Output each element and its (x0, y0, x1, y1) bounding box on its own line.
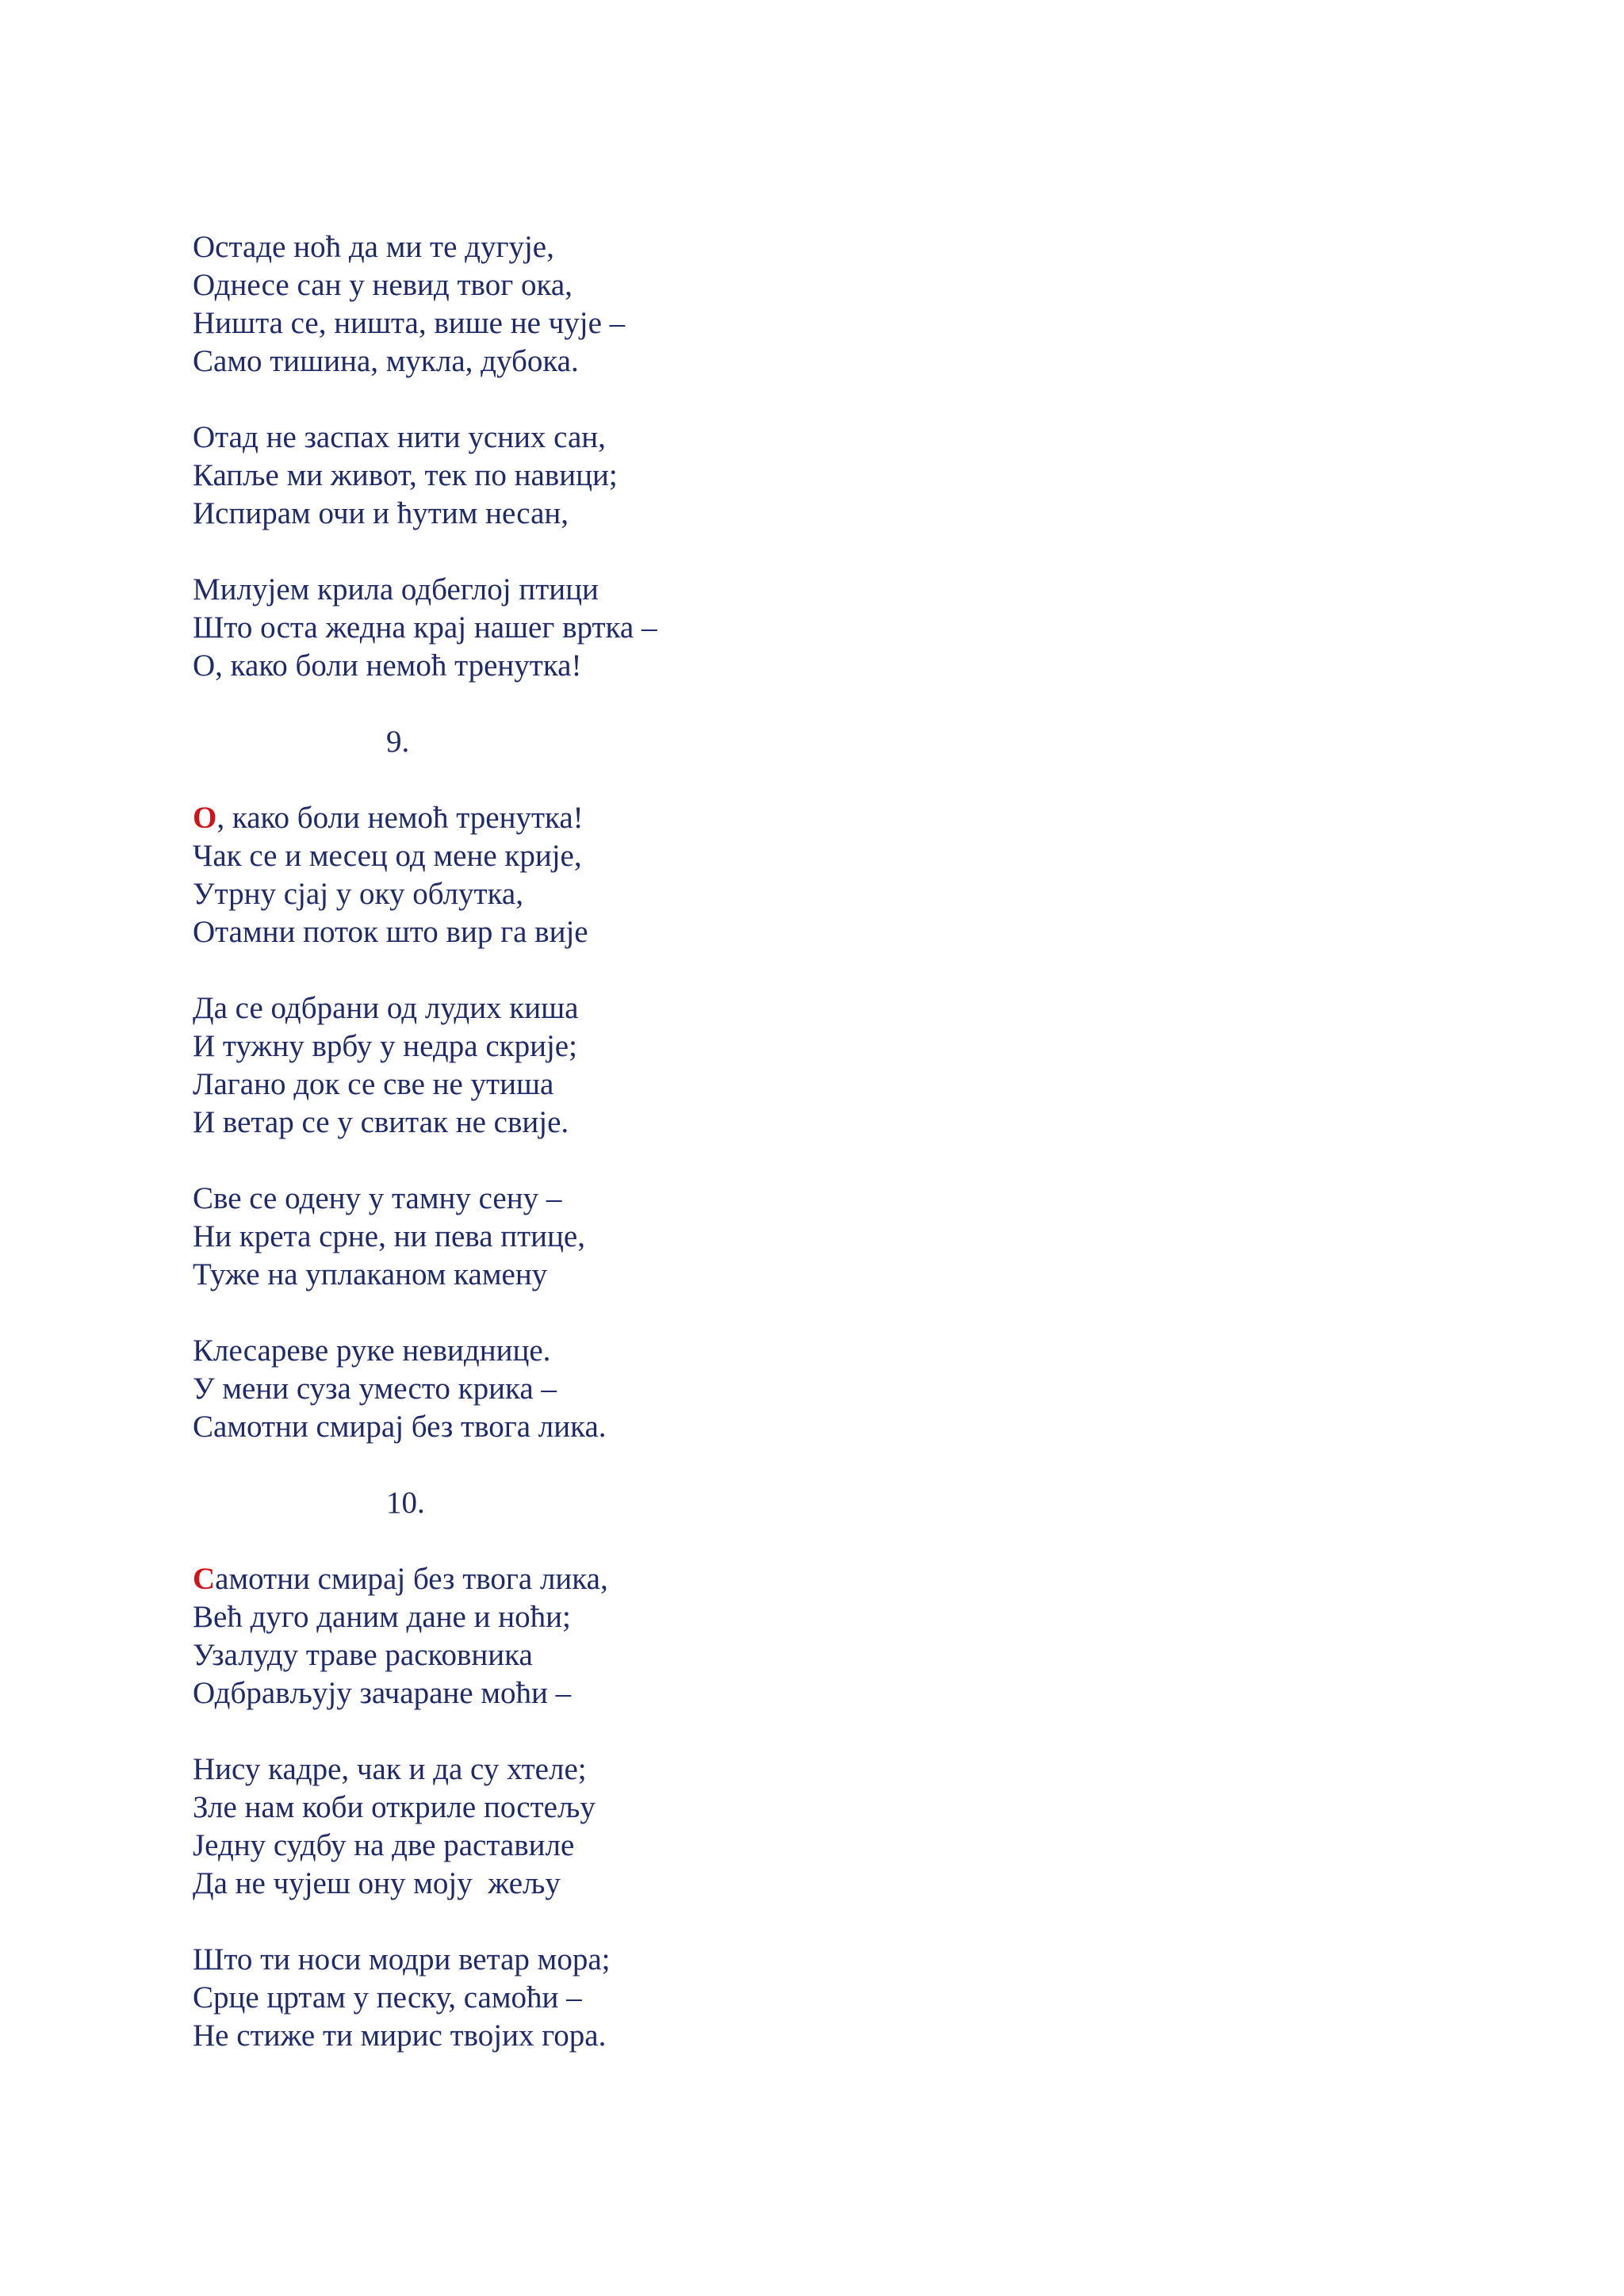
verse-line: И тужну врбу у недра скрије; (193, 1029, 577, 1063)
verse-line: Милујем крила одбеглој птици (193, 572, 599, 607)
stanza-gap (193, 1903, 1144, 1941)
verse-line: Одбрављују зачаране моћи – (193, 1676, 572, 1710)
verse-line: Отад не заспах нити усних сан, (193, 420, 606, 454)
drop-initial: С (193, 1562, 216, 1596)
stanza (193, 1941, 1144, 2055)
verse-line-text: , како боли немоћ тренутка! (216, 801, 584, 835)
verse-line: Што ти носи модри ветар мора; (193, 1942, 611, 1976)
stanza (193, 799, 1144, 951)
verse-line-first (193, 1560, 1144, 1598)
stanza-gap (193, 761, 1144, 799)
verse-line-first (193, 799, 1144, 837)
verse-line: Ништа се, ништа, више не чује – (193, 306, 626, 340)
verse-line: Туже на уплаканом камену (193, 1257, 548, 1292)
verse-line: Већ дуго даним дане и ноћи; (193, 1600, 571, 1634)
stanza (193, 419, 1144, 533)
verse-line: Само тишина, мукла, дубока. (193, 344, 579, 378)
verse-line: Чак се и месец од мене крије, (193, 839, 582, 873)
stanza-gap (193, 1712, 1144, 1751)
verse-line: Да не чујеш ону моју жељу (193, 1866, 561, 1900)
poem-body (193, 228, 1144, 2055)
verse-line: Не стиже ти мирис твојих гора. (193, 2019, 607, 2053)
drop-initial: О (193, 801, 217, 835)
stanza (193, 1180, 1144, 1294)
stanza-gap (193, 381, 1144, 419)
stanza (193, 571, 1144, 685)
stanza-gap (193, 951, 1144, 989)
verse-line: Једну судбу на две раставиле (193, 1828, 575, 1862)
verse-line-text: амотни смирај без твога лика, (215, 1562, 608, 1596)
verse-line: Клесареве руке невиднице. (193, 1334, 551, 1368)
verse-line: Утрну сјај у оку облутка, (193, 877, 523, 911)
section-number: 10. (386, 1486, 425, 1520)
stanza (193, 989, 1144, 1142)
verse-line: Остаде ноћ да ми те дугује, (193, 230, 554, 264)
stanza (193, 1751, 1144, 1903)
verse-line: О, како боли немоћ тренутка! (193, 649, 582, 683)
verse-line: Срце цртам у песку, самоћи – (193, 1980, 582, 2015)
stanza-gap (193, 1522, 1144, 1560)
verse-line: Однесе сан у невид твог ока, (193, 268, 573, 302)
verse-line: У мени суза уместо крика – (193, 1372, 557, 1406)
section-number: 9. (386, 725, 410, 759)
verse-line: Ни крета срне, ни пева птице, (193, 1219, 585, 1253)
verse-line: Самотни смирај без твога лика. (193, 1410, 607, 1444)
verse-line: И ветар се у свитак не свије. (193, 1105, 569, 1139)
stanza-gap (193, 1446, 1144, 1484)
verse-line: Што оста жедна крај нашег вртка – (193, 610, 657, 645)
stanza (193, 228, 1144, 381)
verse-line: Испирам очи и ћутим несан, (193, 496, 569, 530)
verse-line: Капље ми живот, тек по навици; (193, 458, 618, 492)
verse-line: Све се одену у тамну сену – (193, 1181, 562, 1215)
verse-line: Отамни поток што вир га вије (193, 915, 588, 949)
verse-line: Да се одбрани од лудих киша (193, 991, 579, 1025)
stanza-gap (193, 1142, 1144, 1180)
stanza (193, 1560, 1144, 1712)
verse-line: Нису кадре, чак и да су хтеле; (193, 1752, 587, 1786)
stanza (193, 1332, 1144, 1446)
stanza-gap (193, 533, 1144, 571)
stanza-gap (193, 685, 1144, 723)
verse-line: Узалуду траве расковника (193, 1638, 533, 1672)
verse-line: Зле нам коби откриле постељу (193, 1790, 596, 1824)
stanza-gap (193, 1294, 1144, 1332)
verse-line: Лагано док се све не утиша (193, 1067, 554, 1101)
